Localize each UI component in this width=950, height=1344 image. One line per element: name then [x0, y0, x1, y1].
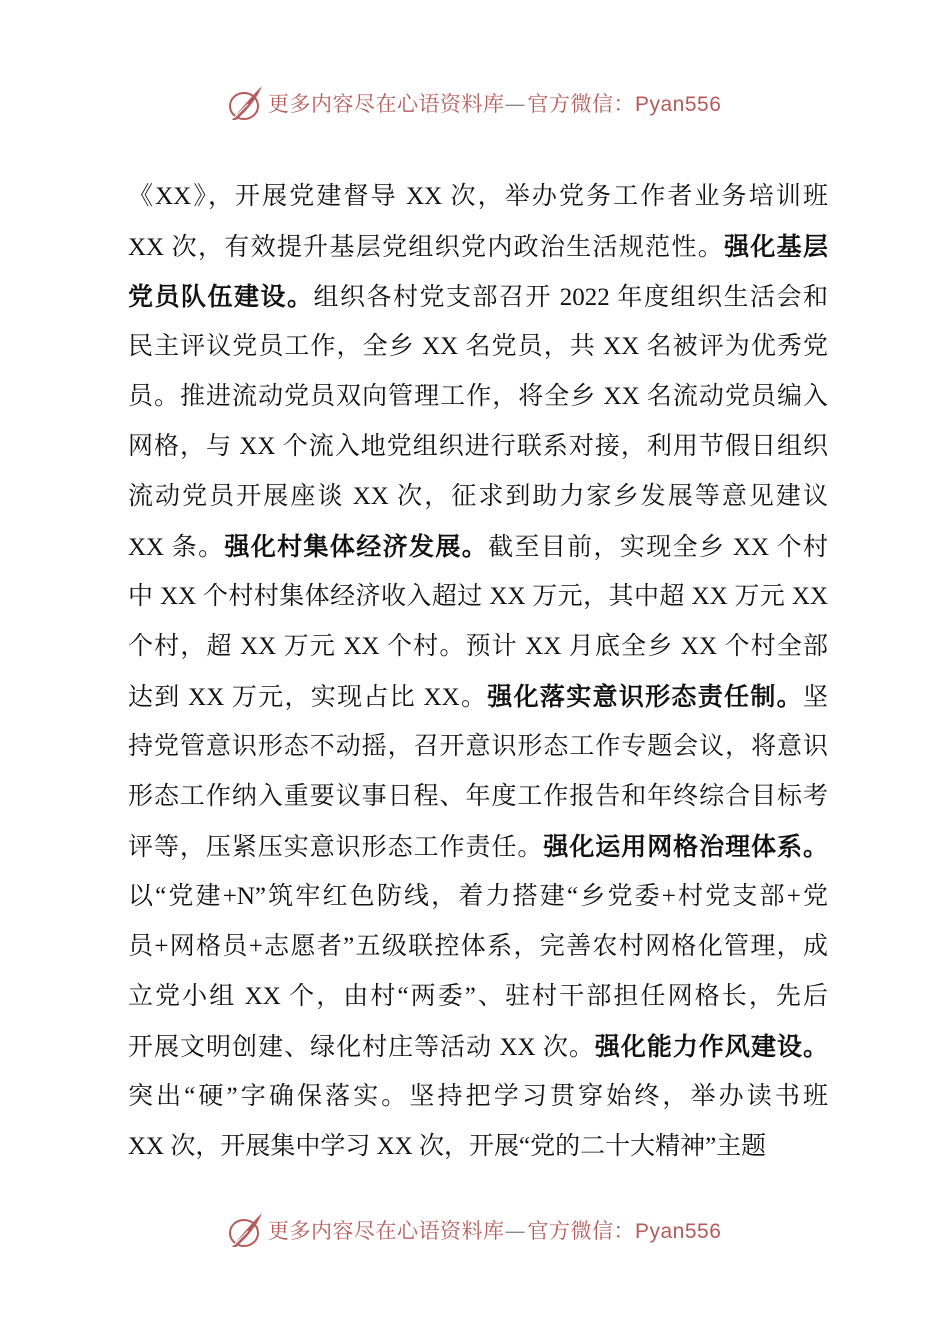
text-line	[128, 722, 828, 772]
text-line	[128, 972, 828, 1022]
text-line	[128, 222, 828, 272]
text-line	[128, 1072, 828, 1122]
watermark-suffix: 官方微信：	[527, 92, 635, 116]
header-watermark	[0, 78, 950, 128]
text-segment: XX 条。	[128, 534, 225, 561]
text-segment: 组织各村党支部召开 2022 年度组织生活会和	[313, 284, 828, 311]
watermark-separator: —	[504, 1219, 528, 1243]
text-segment: 中 XX 个村村集体经济收入超过 XX 万元，其中超 XX 万元 XX	[128, 583, 828, 610]
text-segment: 以“党建+N”筑牢红色防线，着力搭建“乡党委+村党支部+党	[128, 883, 828, 910]
text-line	[128, 272, 828, 322]
text-line	[128, 672, 828, 722]
text-line	[128, 1122, 828, 1172]
text-segment: 突出“硬”字确保落实。坚持把学习贯穿始终，举办读书班	[128, 1083, 828, 1110]
text-segment: 评等，压紧压实意识形态工作责任。	[128, 834, 544, 861]
text-line	[128, 872, 828, 922]
document-paragraph	[128, 172, 828, 1172]
text-segment: 个村，超 XX 万元 XX 个村。预计 XX 月底全乡 XX 个村全部	[128, 633, 828, 660]
text-line	[128, 572, 828, 622]
bold-heading-segment: 强化能力作风建设。	[594, 1032, 828, 1061]
text-segment: XX 次，开展集中学习 XX 次，开展“党的二十大精神”主题	[128, 1133, 767, 1160]
text-segment: 坚	[802, 684, 828, 711]
watermark-text	[268, 1215, 721, 1245]
quill-pen-logo-icon	[226, 1209, 266, 1251]
text-segment: 开展文明创建、绿化村庄等活动 XX 次。	[128, 1034, 595, 1061]
watermark-main: 更多内容尽在心语资料库	[268, 92, 505, 116]
text-line	[128, 522, 828, 572]
bold-heading-segment: 强化村集体经济发展。	[224, 532, 489, 561]
text-segment: 网格，与 XX 个流入地党组织进行联系对接，利用节假日组织	[128, 433, 828, 460]
text-segment: 截至目前，实现全乡 XX 个村	[488, 534, 828, 561]
text-line	[128, 472, 828, 522]
text-segment: 形态工作纳入重要议事日程、年度工作报告和年终综合目标考	[128, 783, 828, 810]
watermark-account: Pyan556	[635, 93, 722, 116]
text-segment: XX 次，有效提升基层党组织党内政治生活规范性。	[128, 234, 725, 261]
bold-heading-segment: 强化落实意识形态责任制。	[487, 682, 803, 711]
text-line	[128, 372, 828, 422]
text-line	[128, 172, 828, 222]
bold-heading-segment: 强化基层	[724, 232, 828, 261]
quill-pen-logo-icon	[226, 82, 266, 124]
watermark-suffix: 官方微信：	[527, 1219, 635, 1243]
text-line	[128, 322, 828, 372]
watermark-separator: —	[504, 92, 528, 116]
text-line	[128, 622, 828, 672]
text-segment: 民主评议党员工作，全乡 XX 名党员，共 XX 名被评为优秀党	[128, 333, 828, 360]
text-line	[128, 422, 828, 472]
footer-watermark	[0, 1205, 950, 1255]
text-segment: 员+网格员+志愿者”五级联控体系，完善农村网格化管理，成	[128, 933, 828, 960]
text-line	[128, 1022, 828, 1072]
watermark-main: 更多内容尽在心语资料库	[268, 1219, 505, 1243]
text-segment: 《XX》，开展党建督导 XX 次，举办党务工作者业务培训班	[128, 183, 828, 210]
text-line	[128, 922, 828, 972]
text-segment: 员。推进流动党员双向管理工作，将全乡 XX 名流动党员编入	[128, 383, 828, 410]
bold-heading-segment: 党员队伍建设。	[128, 282, 314, 311]
text-segment: 持党管意识形态不动摇，召开意识形态工作专题会议，将意识	[128, 733, 828, 760]
bold-heading-segment: 强化运用网格治理体系。	[543, 832, 828, 861]
text-segment: 流动党员开展座谈 XX 次，征求到助力家乡发展等意见建议	[128, 483, 828, 510]
watermark-account: Pyan556	[635, 1220, 722, 1243]
text-segment: 达到 XX 万元，实现占比 XX。	[128, 684, 488, 711]
text-line	[128, 772, 828, 822]
watermark-text	[268, 88, 721, 118]
text-segment: 立党小组 XX 个，由村“两委”、驻村干部担任网格长，先后	[128, 983, 828, 1010]
text-line	[128, 822, 828, 872]
